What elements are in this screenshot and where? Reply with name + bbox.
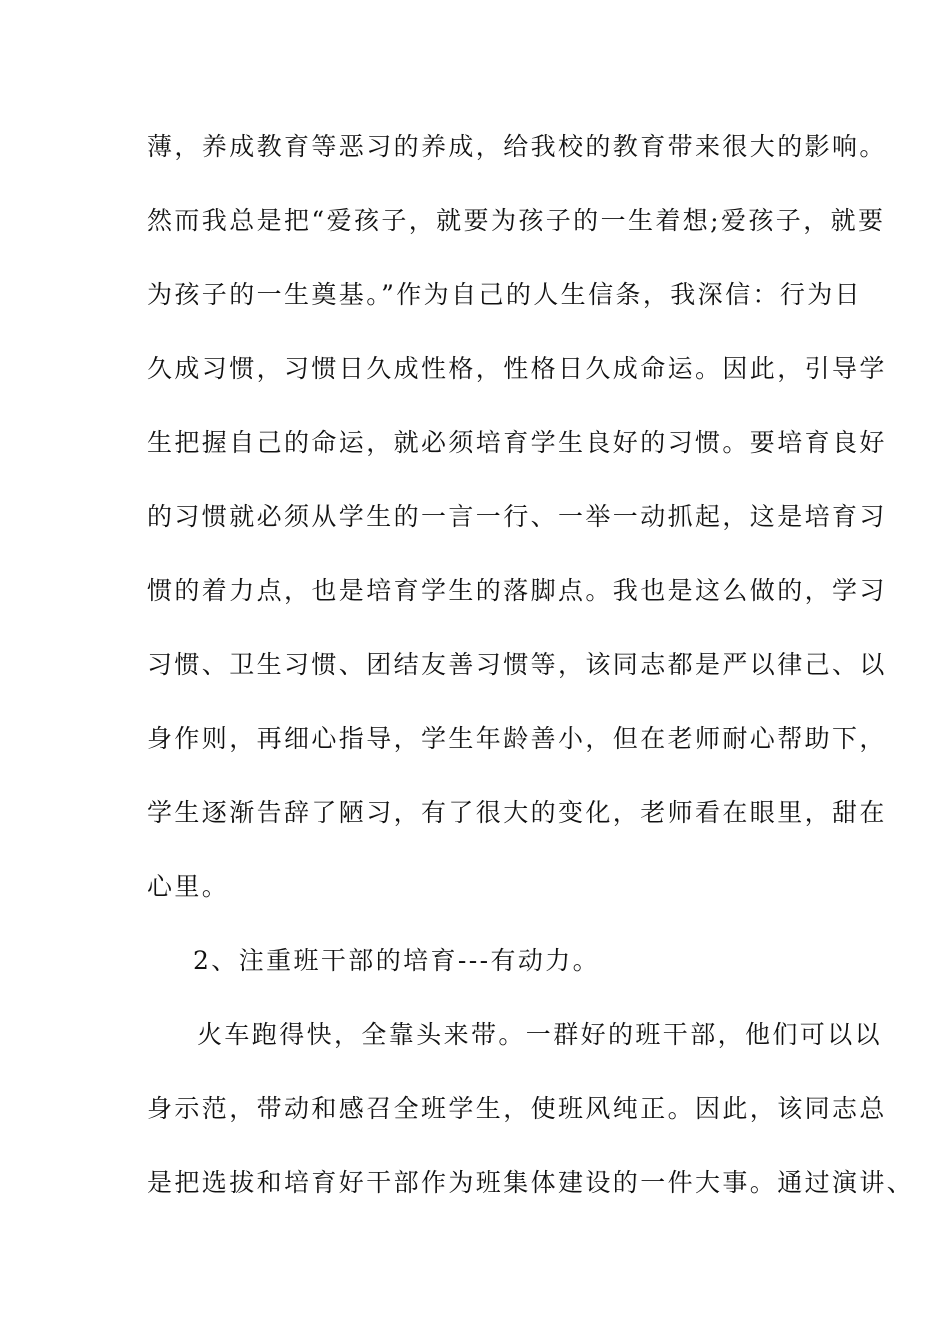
paragraph-line: 身作则，再细心指导，学生年龄善小，但在老师耐心帮助下， <box>147 724 887 753</box>
paragraph-line: 是把选拔和培育好干部作为班集体建设的一件大事。通过演讲、 <box>147 1168 915 1197</box>
section-heading: 2、注重班干部的培育---有动力。 <box>193 946 601 975</box>
paragraph-line: 身示范，带动和感召全班学生，使班风纯正。因此，该同志总 <box>147 1094 887 1123</box>
paragraph-line: 为孩子的一生奠基。”作为自己的人生信条，我深信：行为日 <box>147 280 863 309</box>
paragraph-line: 习惯、卫生习惯、团结友善习惯等，该同志都是严以律己、以 <box>147 650 887 679</box>
paragraph-line: 学生逐渐告辞了陋习，有了很大的变化，老师看在眼里，甜在 <box>147 798 887 827</box>
paragraph-line: 心里。 <box>147 872 230 901</box>
paragraph-line: 久成习惯，习惯日久成性格，性格日久成命运。因此，引导学 <box>147 354 887 383</box>
paragraph-line: 生把握自己的命运，就必须培育学生良好的习惯。要培育良好 <box>147 428 887 457</box>
paragraph-line: 惯的着力点，也是培育学生的落脚点。我也是这么做的，学习 <box>147 576 887 605</box>
paragraph-line: 薄，养成教育等恶习的养成，给我校的教育带来很大的影响。 <box>147 132 887 161</box>
body-text <box>147 127 915 1237</box>
paragraph-line: 火车跑得快，全靠头来带。一群好的班干部，他们可以以 <box>197 1020 883 1049</box>
paragraph-line: 的习惯就必须从学生的一言一行、一举一动抓起，这是培育习 <box>147 502 887 531</box>
paragraph-line: 然而我总是把“爱孩子，就要为孩子的一生着想;爱孩子，就要 <box>147 206 886 235</box>
